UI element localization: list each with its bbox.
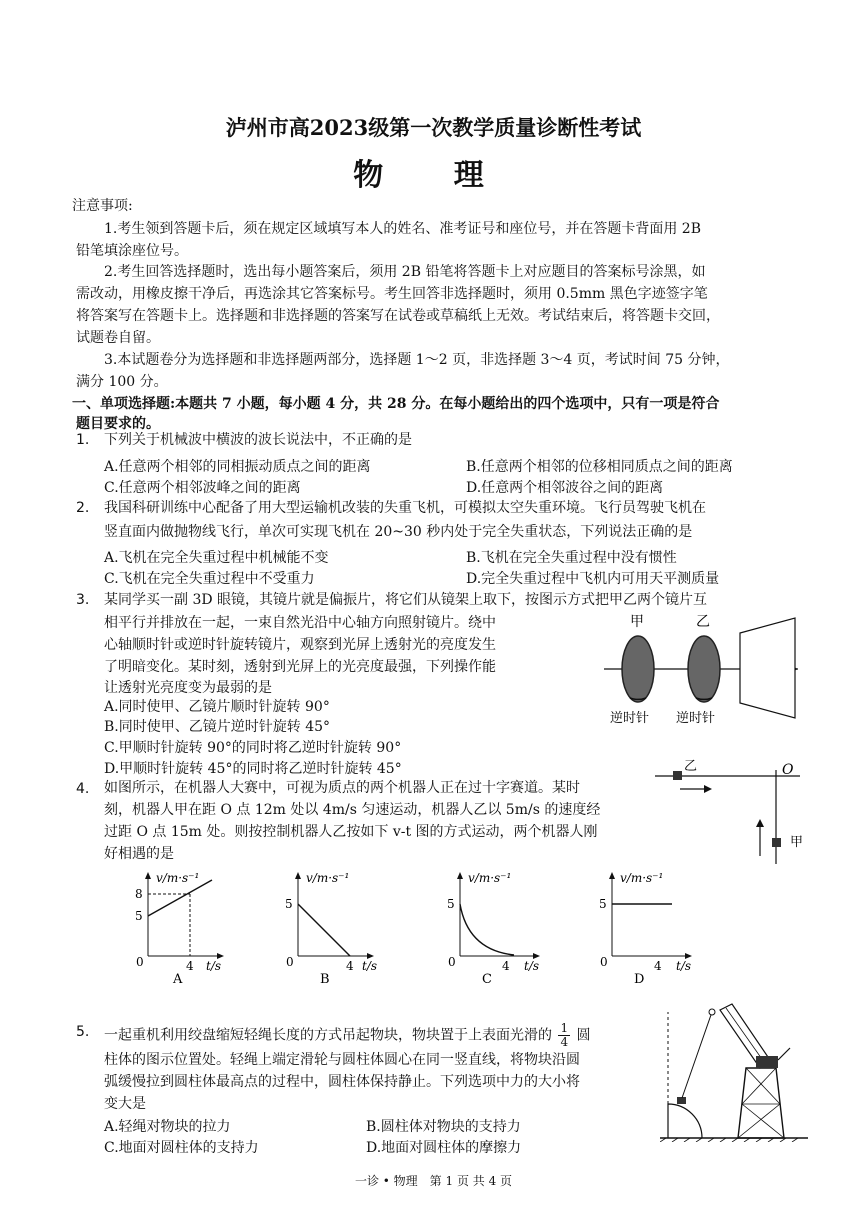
question-number: 3. <box>76 592 90 608</box>
arrow-head <box>704 785 712 793</box>
x-axis-label: t/s <box>676 959 692 973</box>
notice-line: 1.考生领到答题卡后，须在规定区域填写本人的姓名、准考证号和座位号，并在答题卡背面用 2B <box>104 221 702 237</box>
light-screen <box>740 618 795 718</box>
crane-boom-brace <box>726 1008 764 1062</box>
rotation-label: 逆时针 <box>610 711 650 726</box>
question-stem: 如图所示，在机器人大赛中，可视为质点的两个机器人正在过十字赛道。某时 <box>104 780 580 796</box>
origin-label: O <box>782 762 794 778</box>
vt-graph-a <box>120 866 230 984</box>
origin-label: 0 <box>136 955 144 969</box>
graph-option-label: B <box>320 972 330 984</box>
arrow-head <box>145 872 151 879</box>
vt-graph-b <box>270 866 380 984</box>
question-stem-part: 一起重机利用绞盘缩短轻绳长度的方式吊起物块，物块置于上表面光滑的 <box>104 1027 552 1044</box>
question-stem: 相平行并排放在一起，一束自然光沿中心轴方向照射镜片。绕中 <box>104 615 496 631</box>
graph-option-label: A <box>173 972 183 984</box>
exam-title: 泸州市高2023级第一次教学质量诊断性考试 <box>225 115 642 140</box>
question-stem: 竖直面内做抛物线飞行，单次可实现飞机在 20~30 秒内处于完全失重状态，下列说法正确的是 <box>104 524 693 540</box>
crane-tower <box>738 1068 784 1138</box>
crane-figure <box>660 1000 810 1142</box>
question-stem: 弧缓慢拉到圆柱体最高点的过程中，圆柱体保持静止。下列选项中力的大小将 <box>104 1074 580 1090</box>
subject-title: 物 理 <box>353 158 514 193</box>
robot-yi-label: 乙 <box>684 759 698 774</box>
robot-jia-label: 甲 <box>790 835 804 850</box>
lens-jia <box>622 636 654 702</box>
question-stem: 过距 O 点 15m 处。则按控制机器人乙按如下 v-t 图的方式运动，两个机器人刚 <box>104 824 598 840</box>
question-number: 5. <box>76 1024 90 1040</box>
x-tick: 4 <box>186 959 194 973</box>
question-number: 4. <box>76 781 90 797</box>
question-stem: 某同学买一副 3D 眼镜，其镜片就是偏振片，将它们从镜架上取下，按图示方式把甲乙两个镜片互 <box>104 592 708 608</box>
block-icon <box>677 1097 686 1104</box>
y-tick: 8 <box>135 887 143 901</box>
section-heading-cont: 题目要求的。 <box>76 416 160 432</box>
polarizer-figure <box>600 608 800 733</box>
option-a: A.飞机在完全失重过程中机械能不变 <box>104 550 329 566</box>
pulley-icon <box>709 1009 715 1015</box>
question-stem-part: 圆 <box>576 1027 591 1044</box>
question-stem: 好相遇的是 <box>104 846 174 862</box>
x-axis-label: t/s <box>362 959 378 973</box>
page-footer: 一诊 • 物理 第 1 页 共 4 页 <box>354 1174 513 1188</box>
graph-line <box>298 904 350 956</box>
arrow-head <box>756 819 764 827</box>
option-d: D.任意两个相邻波谷之间的距离 <box>466 480 664 496</box>
question-stem: 柱体的图示位置处。轻绳上端定滑轮与圆柱体圆心在同一竖直线，将物块沿圆 <box>104 1052 580 1068</box>
y-axis-label: v/m·s⁻¹ <box>468 871 512 885</box>
notice-line: 需改动，用橡皮擦干净后，再选涂其它答案标号。考生回答非选择题时，须用 0.5mm 黑色字迹签字笔 <box>76 286 708 302</box>
option-b: B.飞机在完全失重过程中没有惯性 <box>466 550 677 566</box>
question-number: 2. <box>76 500 90 516</box>
question-stem: 心轴顺时针或逆时针旋转镜片，观察到光屏上透射光的亮度发生 <box>104 637 496 653</box>
option-d: D.完全失重过程中飞机内可用天平测质量 <box>466 571 720 587</box>
graph-option-label: D <box>634 972 645 984</box>
option-a: A.轻绳对物块的拉力 <box>104 1119 231 1135</box>
origin-label: 0 <box>600 955 608 969</box>
question-stem: 变大是 <box>104 1096 146 1112</box>
option-c: C.甲顺时针旋转 90°的同时将乙逆时针旋转 90° <box>104 740 402 756</box>
notice-line: 试题卷自留。 <box>76 330 160 346</box>
vt-graph-d <box>584 866 699 984</box>
question-stem: 下列关于机械波中横波的波长说法中，不正确的是 <box>104 432 412 448</box>
option-c: C.地面对圆柱体的支持力 <box>104 1140 259 1156</box>
question-stem <box>104 1022 591 1049</box>
lens-yi <box>688 636 720 702</box>
origin-label: 0 <box>448 955 456 969</box>
robot-yi-icon <box>673 771 682 780</box>
graph-line <box>148 880 212 916</box>
arrow-head <box>609 872 615 879</box>
question-stem: 让透射光亮度变为最弱的是 <box>104 680 272 696</box>
notice-line: 满分 100 分。 <box>76 374 168 390</box>
y-tick: 5 <box>599 897 607 911</box>
option-b: B.圆柱体对物块的支持力 <box>366 1119 521 1135</box>
arrow-head <box>457 872 463 879</box>
option-c: C.任意两个相邻波峰之间的距离 <box>104 480 301 496</box>
rotation-label: 逆时针 <box>676 711 716 726</box>
y-tick: 5 <box>447 897 455 911</box>
quarter-cylinder <box>668 1104 702 1138</box>
y-tick: 5 <box>285 897 293 911</box>
counter-jib <box>778 1048 790 1060</box>
question-stem: 了明暗变化。某时刻，透射到光屏上的光亮度最强，下列操作能 <box>104 659 496 675</box>
question-stem: 刻，机器人甲在距 O 点 12m 处以 4m/s 匀速运动，机器人乙以 5m/s 的速度经 <box>104 802 601 818</box>
graph-option-label: C <box>482 972 492 984</box>
section-heading: 一、单项选择题:本题共 7 小题，每小题 4 分，共 28 分。在每小题给出的四个选项中，只有一项是符合 <box>72 396 720 412</box>
vt-graph-c <box>432 866 547 984</box>
x-tick: 4 <box>502 959 510 973</box>
notice-line: 2.考生回答选择题时，选出每小题答案后，须用 2B 铅笔将答题卡上对应题目的答案标号涂黑，如 <box>104 264 706 280</box>
arrow-head <box>295 872 301 879</box>
notice-line: 3.本试题卷分为选择题和非选择题两部分，选择题 1～2 页，非选择题 3～4 页，考试时间 75 分钟， <box>104 352 730 368</box>
question-stem: 我国科研训练中心配备了用大型运输机改装的失重飞机，可模拟太空失重环境。飞行员驾驶飞机在 <box>104 500 706 516</box>
notice-line: 将答案写在答题卡上。选择题和非选择题的答案写在试卷或草稿纸上无效。考试结束后，将答题卡交回， <box>76 308 720 324</box>
origin-label: 0 <box>286 955 294 969</box>
graph-curve <box>460 904 514 955</box>
x-axis-label: t/s <box>524 959 540 973</box>
option-d: D.甲顺时针旋转 45°的同时将乙逆时针旋转 45° <box>104 761 402 777</box>
x-tick: 4 <box>346 959 354 973</box>
y-axis-label: v/m·s⁻¹ <box>306 871 350 885</box>
fraction <box>558 1022 570 1049</box>
question-number: 1. <box>76 432 90 448</box>
fraction-numerator: 1 <box>560 1021 569 1035</box>
fraction-denominator: 4 <box>560 1035 569 1049</box>
lens-yi-label: 乙 <box>696 614 710 630</box>
option-d: D.地面对圆柱体的摩擦力 <box>366 1140 522 1156</box>
y-axis-label: v/m·s⁻¹ <box>620 871 664 885</box>
rope <box>682 1012 712 1098</box>
option-b: B.同时使甲、乙镜片逆时针旋转 45° <box>104 719 331 735</box>
notice-line: 铅笔填涂座位号。 <box>76 243 188 259</box>
x-axis-label: t/s <box>206 959 222 973</box>
cross-track-figure <box>650 756 810 868</box>
lens-jia-label: 甲 <box>630 614 644 630</box>
robot-jia-icon <box>772 838 781 847</box>
y-axis-label: v/m·s⁻¹ <box>156 871 200 885</box>
option-b: B.任意两个相邻的位移相同质点之间的距离 <box>466 459 733 475</box>
y-tick: 5 <box>135 909 143 923</box>
option-a: A.同时使甲、乙镜片顺时针旋转 90° <box>104 699 330 715</box>
notice-heading: 注意事项: <box>72 198 133 214</box>
x-tick: 4 <box>654 959 662 973</box>
option-a: A.任意两个相邻的同相振动质点之间的距离 <box>104 459 371 475</box>
crane-cab <box>756 1056 778 1068</box>
option-c: C.飞机在完全失重过程中不受重力 <box>104 571 315 587</box>
